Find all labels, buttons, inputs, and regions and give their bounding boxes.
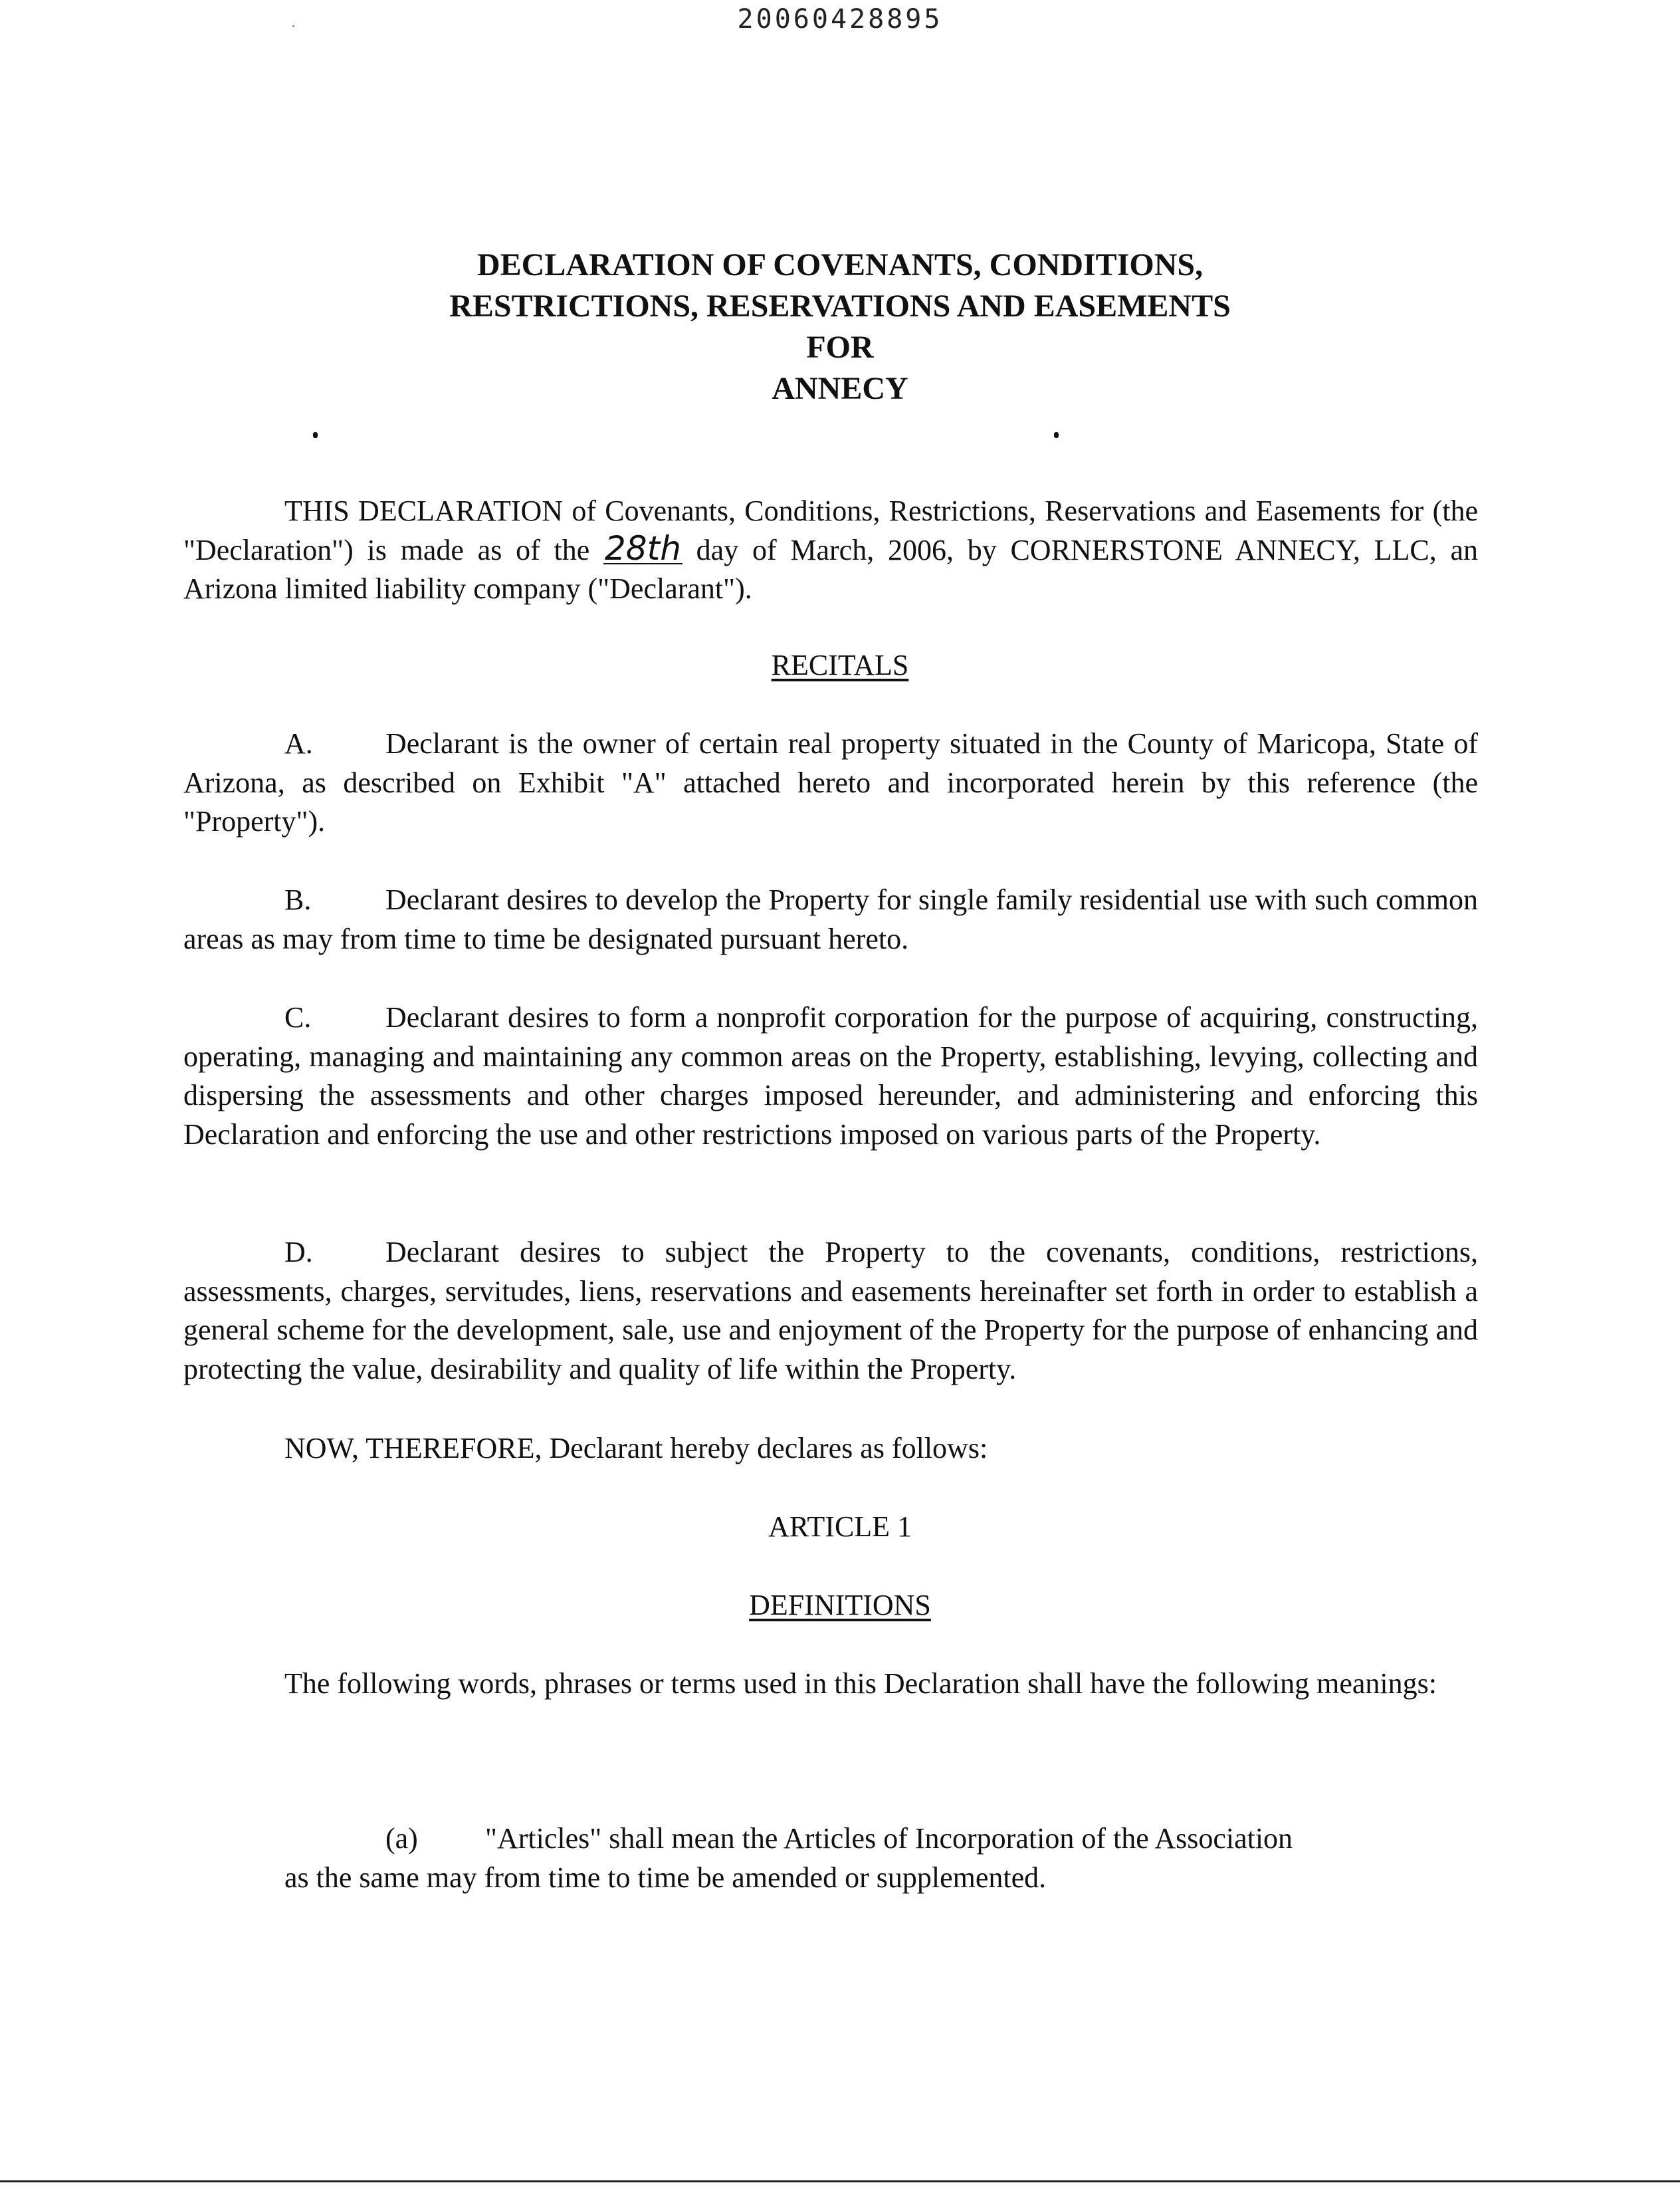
document-number: 20060428895 [737,4,943,35]
now-therefore [183,1429,1478,1468]
article-number: ARTICLE 1 [768,1510,912,1543]
scan-speck [292,25,294,27]
definition-line-1: "Articles" shall mean the Articles of Incorporation of the Association [485,1822,1293,1855]
right-mark [1054,432,1059,438]
handwritten-day: 28th [605,528,681,568]
recitals-heading: RECITALS [771,649,909,681]
recital-text: Declarant desires to form a nonprofit corporation for the purpose of acquiring, constructing, operating, managing and maintaining any common areas on the Property, establishing, levying, collecting and dispersing the assessments and other charges imposed hereunder, and administering and enforcing this Declaration and enforcing the use and other restrictions imposed on various parts of the Property. [183,1001,1478,1151]
intro-before-date: for (the "Declaration") is made as of the [183,495,1478,566]
definitions-intro-text: The following words, phrases or terms used in this Declaration shall have the following meanings: [284,1667,1437,1700]
definitions-intro [183,1665,1478,1704]
recital-letter: A. [284,727,313,760]
title-line-4: ANNECY [772,371,908,406]
recital-b [183,881,1478,959]
title-line-3: FOR [806,330,874,365]
recital-a [183,725,1478,842]
recital-letter: C. [284,1001,312,1034]
intro-after-date: day of March, 2006, by CORNERSTONE ANNECY, LLC, an Arizona limited liability company ("Declarant"). [183,533,1479,605]
recital-text: Declarant desires to develop the Property for single family residential use with such common areas as may from time to time be designated pursuant hereto. [183,883,1478,955]
definition-label: (a) [385,1822,418,1855]
recital-letter: D. [284,1236,313,1268]
bottom-rule [0,2180,1680,2182]
recital-c [183,998,1478,1154]
intro-paragraph [183,492,1478,609]
now-therefore-text: NOW, THEREFORE, Declarant hereby declares as follows: [284,1432,988,1464]
recital-text: Declarant desires to subject the Property to the covenants, conditions, restrictions, assessments, charges, servitudes, liens, reservations and easements hereinafter set forth in order to establish a general scheme for the development, sale, use and enjoyment of the Property for the purpose of enhancing and protecting the value, desirability and quality of life within the Property. [183,1236,1478,1385]
recital-text: Declarant is the owner of certain real property situated in the County of Maricopa, State of Arizona, as described on Exhibit "A" attached hereto and incorporated herein by this reference (the "Property"). [183,727,1478,838]
left-mark [313,432,318,438]
recital-d [183,1233,1478,1389]
document-title [0,245,1680,409]
title-line-2: RESTRICTIONS, RESERVATIONS AND EASEMENTS [449,288,1231,324]
definition-line-2: as the same may from time to time be amended or supplemented. [284,1861,1047,1894]
title-line-1: DECLARATION OF COVENANTS, CONDITIONS, [476,247,1204,283]
definitions-heading: DEFINITIONS [749,1589,931,1621]
recital-letter: B. [284,883,312,916]
definition-a [284,1819,1481,1897]
intro-line-1: THIS DECLARATION of Covenants, Conditions, Restrictions, Reservations and Easements [284,495,1381,527]
